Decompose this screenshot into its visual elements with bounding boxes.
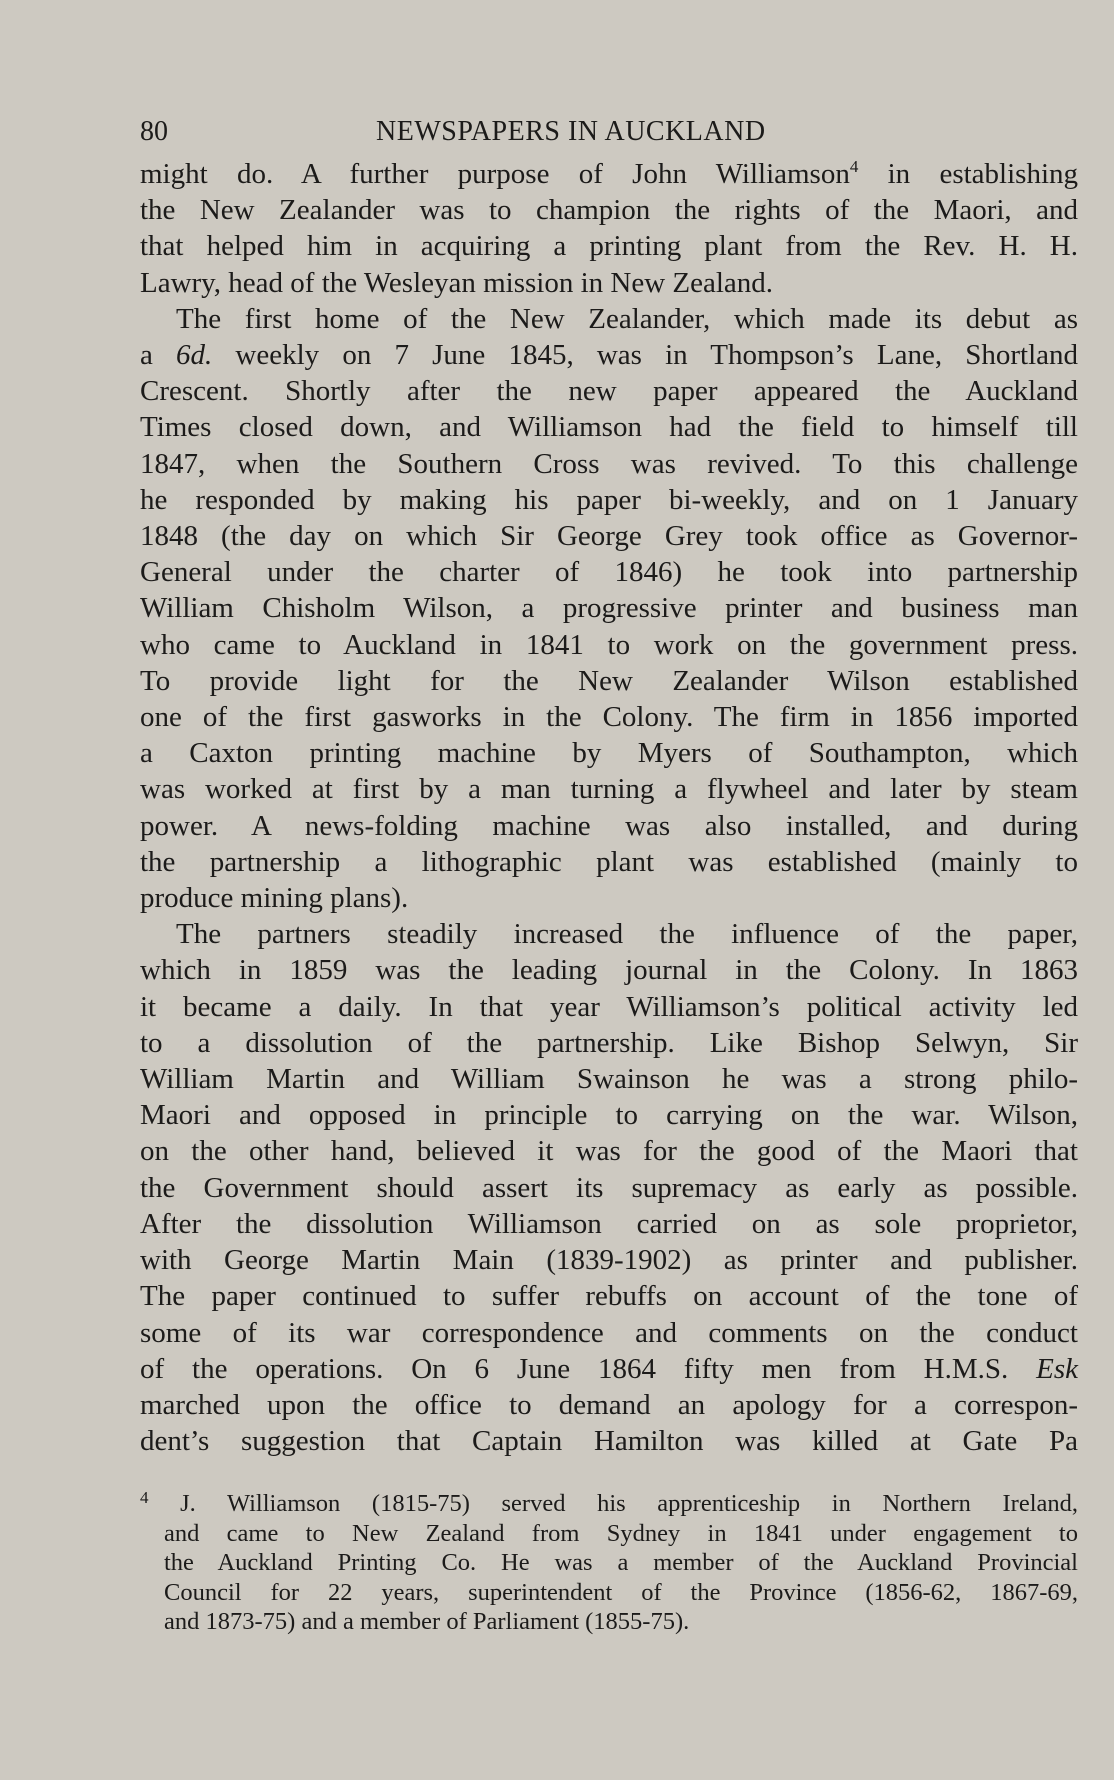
- text-segment: To provide light for the New Zealander Wilson established: [140, 664, 1078, 697]
- text-segment: 1848 (the day on which Sir George Grey took office as Governor-: [140, 520, 1078, 553]
- text-segment: was worked at first by a man turning a flywheel and later by steam: [140, 773, 1078, 806]
- text-segment: that helped him in acquiring a printing plant from the Rev. H. H.: [140, 230, 1078, 263]
- text-segment: marched upon the office to demand an apology for a correspon-: [140, 1388, 1078, 1421]
- text-line: [140, 663, 1078, 699]
- footnote-marker: 4: [140, 1488, 149, 1508]
- text-segment: Maori and opposed in principle to carrying on the war. Wilson,: [140, 1099, 1078, 1132]
- text-segment: which in 1859 was the leading journal in the Colony. In 1863: [140, 954, 1078, 987]
- text-line: [140, 156, 1078, 192]
- text-line: [140, 337, 1078, 373]
- text-segment: with George Martin Main (1839-1902) as printer and publisher.: [140, 1244, 1078, 1277]
- text-segment: the partnership a lithographic plant was established (mainly to: [140, 845, 1078, 878]
- text-segment: Times closed down, and Williamson had the field to himself till: [140, 411, 1078, 444]
- text-segment: a: [140, 339, 177, 372]
- text-line: [140, 1315, 1078, 1351]
- text-line: [140, 627, 1078, 663]
- text-segment: produce mining plans).: [140, 882, 409, 915]
- text-line: [140, 916, 1078, 952]
- text-line: [140, 228, 1078, 264]
- text-line: [140, 1351, 1078, 1387]
- text-line: [140, 1206, 1078, 1242]
- text-line: [140, 1097, 1078, 1133]
- page-number: 80: [140, 116, 168, 147]
- text-line: [140, 1133, 1078, 1169]
- text-segment: General under the charter of 1846) he took into partnership: [140, 556, 1078, 589]
- text-line: [140, 1170, 1078, 1206]
- text-line: [140, 699, 1078, 735]
- text-segment: who came to Auckland in 1841 to work on the government press.: [140, 628, 1078, 661]
- text-line: [140, 1278, 1078, 1314]
- text-segment: might do. A further purpose of John Williamson: [140, 158, 850, 190]
- text-segment: weekly on 7 June 1845, was in Thompson’s Lane, Shortland: [212, 339, 1078, 372]
- text-line: [140, 735, 1078, 771]
- text-line: [140, 265, 1078, 301]
- text-line: [140, 989, 1078, 1025]
- text-line: [140, 1423, 1078, 1459]
- text-line: [140, 373, 1078, 409]
- text-segment: After the dissolution Williamson carried on as sole proprietor,: [140, 1207, 1078, 1240]
- footnote-reference: 4: [849, 157, 859, 176]
- body-text: [140, 156, 1078, 1459]
- footnote-line: [140, 1519, 1078, 1549]
- footnote-line: [140, 1489, 1078, 1519]
- text-segment: William Martin and William Swainson he was a strong philo-: [140, 1063, 1078, 1096]
- text-segment: Crescent. Shortly after the new paper appeared the Auckland: [140, 375, 1078, 408]
- text-line: [140, 192, 1078, 228]
- text-segment: dent’s suggestion that Captain Hamilton was killed at Gate Pa: [140, 1425, 1078, 1458]
- footnote-text: and 1873-75) and a member of Parliament (1855-75).: [164, 1608, 690, 1636]
- text-segment: the New Zealander was to champion the rights of the Maori, and: [140, 194, 1078, 227]
- text-segment: of the operations. On 6 June 1864 fifty men from H.M.S.: [140, 1352, 1037, 1385]
- footnote-text: the Auckland Printing Co. He was a member of the Auckland Provincial: [164, 1549, 1078, 1577]
- text-segment: The first home of the New Zealander, which made its debut as: [176, 302, 1078, 335]
- footnote-text: J. Williamson (1815-75) served his apprenticeship in Northern Ireland,: [180, 1490, 1079, 1518]
- text-line: [140, 409, 1078, 445]
- text-line: [140, 518, 1078, 554]
- text-segment: power. A news-folding machine was also installed, and during: [140, 809, 1078, 842]
- text-line: [140, 1025, 1078, 1061]
- text-line: [140, 590, 1078, 626]
- text-segment: it became a daily. In that year Williamson’s political activity led: [140, 990, 1078, 1023]
- footnote-text: and came to New Zealand from Sydney in 1841 under engagement to: [164, 1519, 1078, 1547]
- text-line: [140, 1242, 1078, 1278]
- text-line: [140, 446, 1078, 482]
- text-line: [140, 482, 1078, 518]
- text-segment: William Chisholm Wilson, a progressive printer and business man: [140, 592, 1078, 625]
- page-header: [140, 112, 1078, 152]
- text-segment: some of its war correspondence and comments on the conduct: [140, 1316, 1078, 1349]
- text-line: [140, 554, 1078, 590]
- footnote-text: Council for 22 years, superintendent of the Province (1856-62, 1867-69,: [164, 1578, 1078, 1606]
- footnote-line: [140, 1548, 1078, 1578]
- footnote-line: [140, 1607, 1078, 1637]
- text-segment: he responded by making his paper bi-weekly, and on 1 January: [140, 483, 1078, 516]
- text-line: [140, 301, 1078, 337]
- text-segment: Lawry, head of the Wesleyan mission in New Zealand.: [140, 266, 774, 299]
- footnote-line: [140, 1578, 1078, 1608]
- running-head: NEWSPAPERS IN AUCKLAND: [376, 116, 766, 147]
- italic-text: 6d.: [176, 339, 213, 372]
- text-segment: on the other hand, believed it was for the good of the Maori that: [140, 1135, 1078, 1168]
- text-segment: 1847, when the Southern Cross was revived. To this challenge: [140, 447, 1078, 480]
- text-line: [140, 844, 1078, 880]
- footnote: [140, 1489, 1078, 1637]
- italic-text: Esk: [1036, 1352, 1078, 1385]
- book-page: [140, 112, 1078, 1637]
- text-line: [140, 952, 1078, 988]
- text-line: [140, 1061, 1078, 1097]
- text-segment: the Government should assert its supremacy as early as possible.: [140, 1171, 1078, 1204]
- text-line: [140, 880, 1078, 916]
- text-segment: The paper continued to suffer rebuffs on account of the tone of: [140, 1280, 1078, 1313]
- text-segment: a Caxton printing machine by Myers of Southampton, which: [140, 737, 1078, 770]
- text-line: [140, 771, 1078, 807]
- text-line: [140, 1387, 1078, 1423]
- text-segment: to a dissolution of the partnership. Like Bishop Selwyn, Sir: [140, 1026, 1078, 1059]
- text-segment: The partners steadily increased the influence of the paper,: [176, 918, 1078, 951]
- text-segment: one of the first gasworks in the Colony. The firm in 1856 imported: [140, 701, 1078, 734]
- text-segment: in establishing: [858, 158, 1079, 190]
- text-line: [140, 808, 1078, 844]
